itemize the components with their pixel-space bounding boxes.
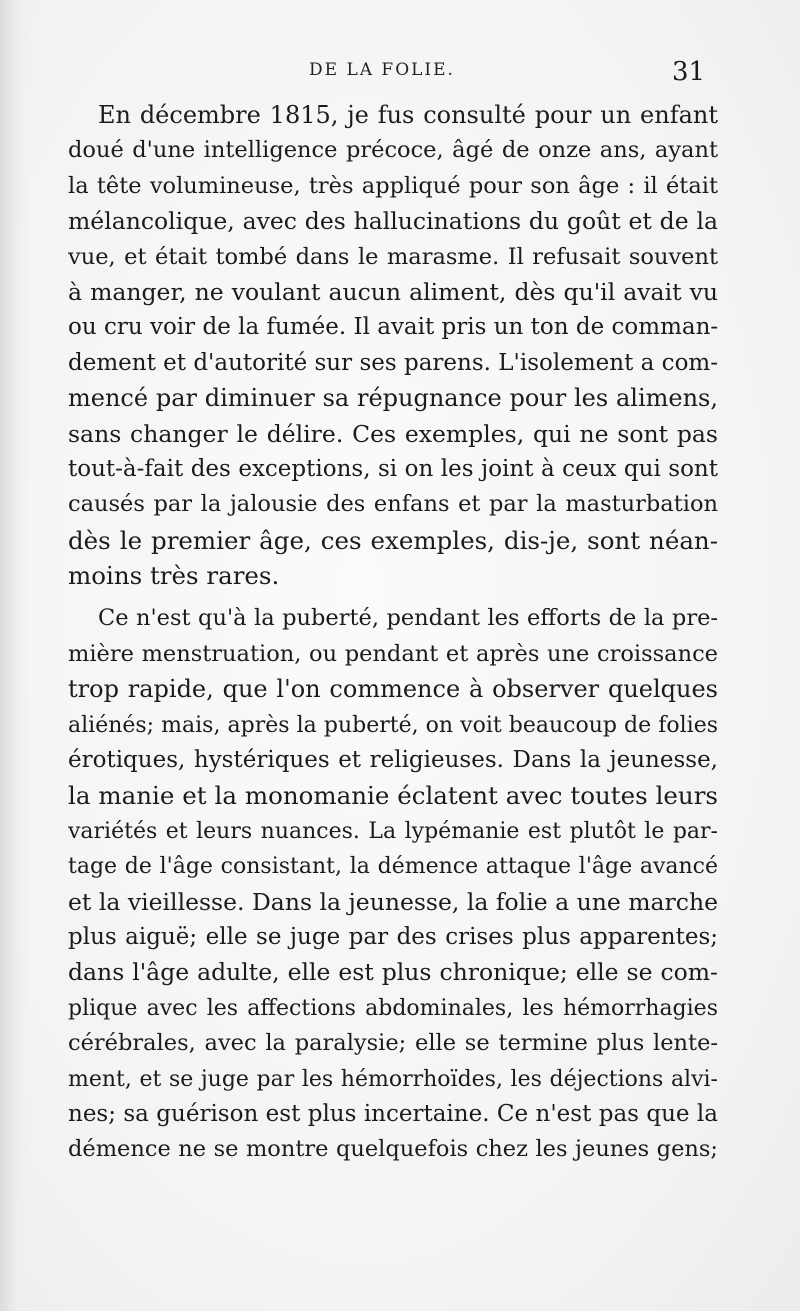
paragraph-1 <box>68 98 718 593</box>
text-line: mélancolique, avec des hallucinations du goût et de la <box>68 207 718 236</box>
text-line: variétés et leurs nuances. La lypémanie est plutôt le par- <box>68 818 718 844</box>
text-line: causés par la jalousie des enfans et par la masturbation <box>68 491 718 518</box>
text-line: doué d'une intelligence précoce, âgé de onze ans, ayant <box>68 137 718 164</box>
paragraph-spacer <box>68 593 718 601</box>
text-line: cérébrales, avec la paralysie; elle se termine plus lente- <box>68 1030 718 1057</box>
text-line: nes; sa guérison est plus incertaine. Ce n'est pas que la <box>68 1100 718 1127</box>
body-text <box>68 98 718 1168</box>
text-line: moins très rares. <box>68 561 280 591</box>
text-line: plus aiguë; elle se juge par des crises plus apparentes; <box>68 923 718 950</box>
text-line: mencé par diminuer sa répugnance pour les alimens, <box>68 384 718 413</box>
text-line: et la vieillesse. Dans la jeunesse, la folie a une marche <box>68 887 718 916</box>
text-line: dès le premier âge, ces exemples, dis-je, sont néan- <box>68 525 718 555</box>
text-line: la tête volumineuse, très appliqué pour son âge : il était <box>68 172 718 199</box>
text-line: mière menstruation, ou pendant et après une croissance <box>68 640 718 667</box>
text-line: la manie et la monomanie éclatent avec toutes leurs <box>68 781 718 811</box>
text-line: dement et d'autorité sur ses parens. L'isolement a com- <box>68 349 718 376</box>
paragraph-2 <box>68 601 718 1167</box>
text-line: tage de l'âge consistant, la démence attaque l'âge avancé <box>68 854 718 880</box>
text-line: ment, et se juge par les hémorrhoïdes, les déjections alvi- <box>68 1066 718 1092</box>
page-number: 31 <box>672 57 706 87</box>
text-line: érotiques, hystériques et religieuses. Dans la jeunesse, <box>68 747 718 774</box>
text-line: dans l'âge adulte, elle est plus chronique; elle se com- <box>68 958 718 987</box>
text-line: aliénés; mais, après la puberté, on voit beaucoup de folies <box>68 712 718 738</box>
text-line: Ce n'est qu'à la puberté, pendant les efforts de la pre- <box>98 605 718 632</box>
text-line: démence ne se montre quelquefois chez les jeunes gens; <box>68 1136 718 1163</box>
text-line: à manger, ne voulant aucun aliment, dès qu'il avait vu <box>68 277 718 306</box>
text-line: vue, et était tombé dans le marasme. Il refusait souvent <box>68 243 718 270</box>
text-line: ou cru voir de la fumée. Il avait pris un ton de comman- <box>68 314 718 341</box>
text-line: trop rapide, que l'on commence à observer quelques <box>68 675 718 704</box>
text-line: sans changer le délire. Ces exemples, qui ne sont pas <box>68 419 718 448</box>
binding-gutter-shadow <box>0 0 30 1311</box>
text-line: tout-à-fait des exceptions, si on les joint à ceux qui sont <box>68 455 718 482</box>
text-line: plique avec les affections abdominales, les hémorrhagies <box>68 995 718 1021</box>
text-line: En décembre 1815, je fus consulté pour un enfant <box>98 101 718 129</box>
running-head: DE LA FOLIE. <box>309 60 455 80</box>
